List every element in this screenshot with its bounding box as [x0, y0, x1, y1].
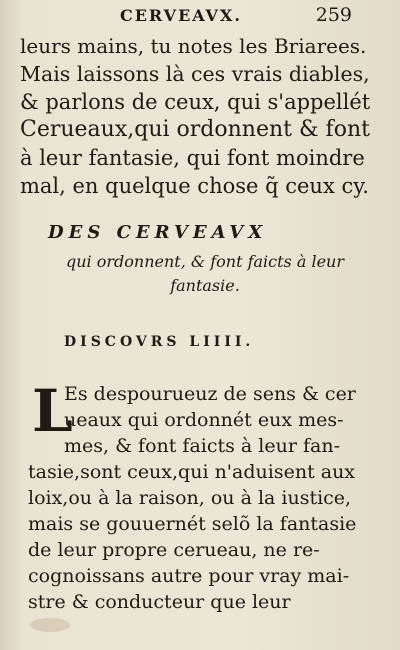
text-line: & parlons de ceux, qui s'appellét	[20, 90, 371, 114]
page-number: 259	[315, 4, 352, 26]
section-subtitle	[40, 250, 370, 298]
text-line: leurs mains, tu notes les Briarees.	[20, 34, 367, 58]
text-line: à leur fantasie, qui font moindre	[20, 146, 365, 170]
page-header	[0, 2, 400, 30]
running-head: CERVEAVX.	[120, 6, 242, 25]
text-line: loix,ou à la raison, ou à la iustice,	[28, 487, 352, 509]
paper-stain	[30, 618, 70, 632]
text-line: stre & conducteur que leur	[28, 591, 291, 613]
text-line: Es despourueuz de sens & cer	[64, 383, 356, 405]
text-line: de leur propre cerueau, ne re-	[28, 539, 320, 561]
text-line: Mais laissons là ces vrais diables,	[20, 62, 370, 86]
text-line: Cerueaux,qui ordonnent & font	[20, 117, 370, 142]
text-line: ueaux qui ordonnét eux mes-	[64, 409, 344, 431]
section-subtitle-line: fantasie.	[170, 276, 240, 295]
text-line: tasie,sont ceux,qui n'aduisent aux	[28, 461, 356, 483]
text-line: mes, & font faicts à leur fan-	[64, 435, 340, 457]
text-line: mais se gouuernét selõ la fantasie	[28, 513, 357, 535]
text-line: mal, en quelque chose q̃ ceux cy.	[20, 174, 369, 198]
drop-cap: L	[32, 377, 73, 445]
text-line: cognoissans autre pour vray mai-	[28, 565, 350, 587]
discours-heading: DISCOVRS LIIII.	[64, 334, 255, 350]
section-title: DES CERVEAVX	[48, 222, 268, 243]
section-subtitle-line: qui ordonnent, & font faicts à leur	[65, 252, 345, 271]
